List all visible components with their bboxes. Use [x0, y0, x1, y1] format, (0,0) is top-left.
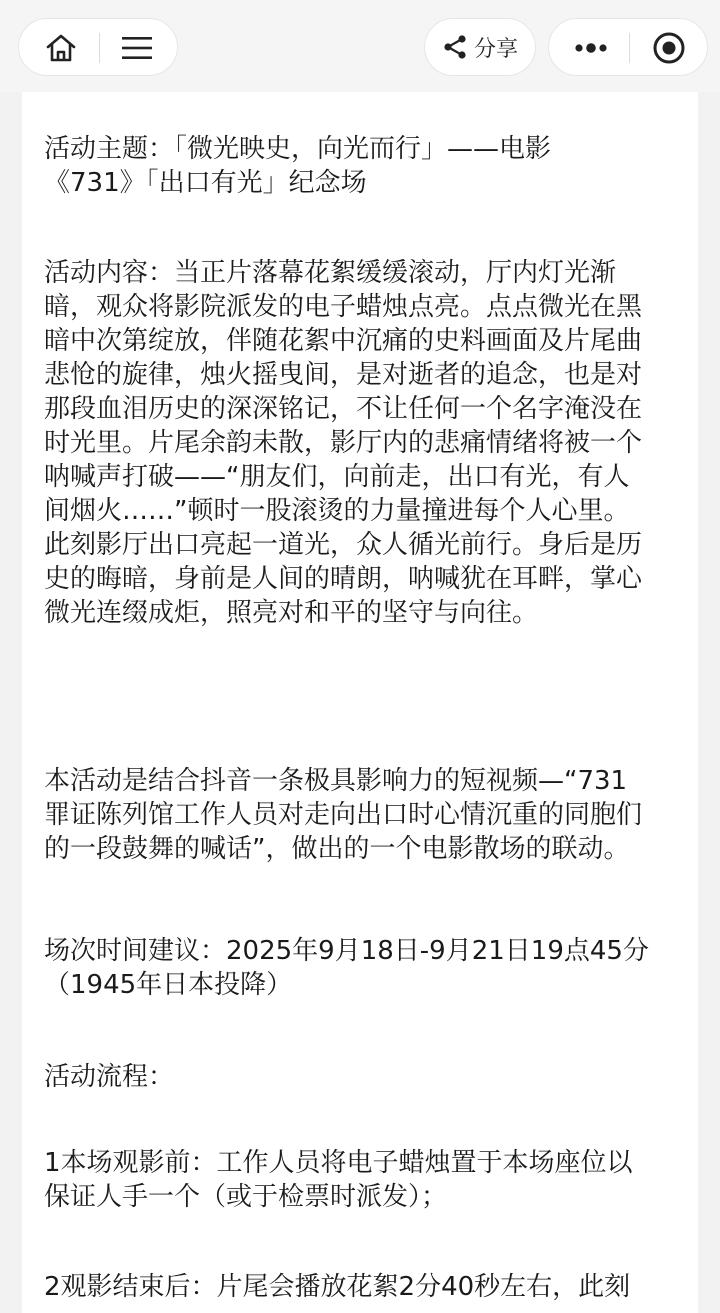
action-capsule — [548, 18, 708, 76]
activity-linkage — [44, 764, 684, 866]
schedule-suggestion — [44, 934, 684, 1002]
text-line: （1945年日本投降） — [44, 970, 293, 1000]
text-line: 微光连缀成炬，照亮对和平的坚守与向往。 — [44, 598, 539, 628]
text-line: 史的晦暗，身前是人间的晴朗，呐喊犹在耳畔，掌心 — [44, 564, 643, 594]
process-title — [44, 1060, 684, 1094]
text-line: 1本场观影前：工作人员将电子蜡烛置于本场座位以 — [44, 1148, 633, 1178]
text-line: 罪证陈列馆工作人员对走向出口时心情沉重的同胞们 — [44, 800, 643, 830]
text-line: 悲怆的旋律，烛火摇曳间，是对逝者的追念，也是对 — [44, 360, 643, 390]
record-icon — [652, 31, 686, 65]
home-button[interactable] — [33, 19, 89, 77]
text-line: 保证人手一个（或于检票时派发）； — [44, 1182, 448, 1212]
more-button[interactable] — [563, 19, 619, 77]
close-button[interactable] — [641, 19, 697, 77]
menu-icon — [121, 34, 153, 62]
text-line: 此刻影厅出口亮起一道光，众人循光前行。身后是历 — [44, 530, 643, 560]
text-line: 间烟火……”顿时一股滚烫的力量撞进每个人心里。 — [44, 496, 630, 526]
activity-content — [44, 256, 684, 630]
text-line: 场次时间建议：2025年9月18日-9月21日19点45分 — [44, 936, 649, 966]
text-line: 本活动是结合抖音一条极具影响力的短视频—“731 — [44, 766, 628, 796]
text-line: 活动流程： — [44, 1062, 175, 1092]
share-label: 分享 — [473, 36, 518, 62]
mini-program-toolbar — [0, 0, 720, 92]
share-button-content — [425, 19, 535, 75]
capsule-divider — [629, 33, 630, 63]
text-line: 呐喊声打破——“朋友们，向前走，出口有光，有人 — [44, 462, 630, 492]
share-icon — [442, 34, 468, 60]
text-line: 暗，观众将影院派发的电子蜡烛点亮。点点微光在黑 — [44, 292, 643, 322]
menu-button[interactable] — [109, 19, 165, 77]
home-icon — [44, 31, 78, 65]
text-line: 活动内容：当正片落幕花絮缓缓滚动，厅内灯光渐 — [44, 258, 617, 288]
text-line: 的一段鼓舞的喊话”，做出的一个电影散场的联动。 — [44, 834, 630, 864]
more-icon — [573, 41, 609, 55]
process-step-2 — [44, 1270, 684, 1304]
capsule-divider — [99, 33, 100, 63]
text-line: 《731》「出口有光」纪念场 — [44, 168, 367, 198]
article-content — [22, 92, 698, 1313]
nav-capsule — [18, 18, 178, 76]
process-step-1 — [44, 1146, 684, 1214]
text-line: 活动主题：「微光映史，向光而行」——电影 — [44, 134, 552, 164]
text-line: 那段血泪历史的深深铭记，不让任何一个名字淹没在 — [44, 394, 643, 424]
text-line: 2观影结束后：片尾会播放花絮2分40秒左右，此刻 — [44, 1272, 631, 1302]
text-line: 时光里。片尾余韵未散，影厅内的悲痛情绪将被一个 — [44, 428, 643, 458]
activity-theme — [44, 132, 684, 200]
share-button[interactable] — [424, 18, 536, 76]
text-line: 暗中次第绽放，伴随花絮中沉痛的史料画面及片尾曲 — [44, 326, 643, 356]
